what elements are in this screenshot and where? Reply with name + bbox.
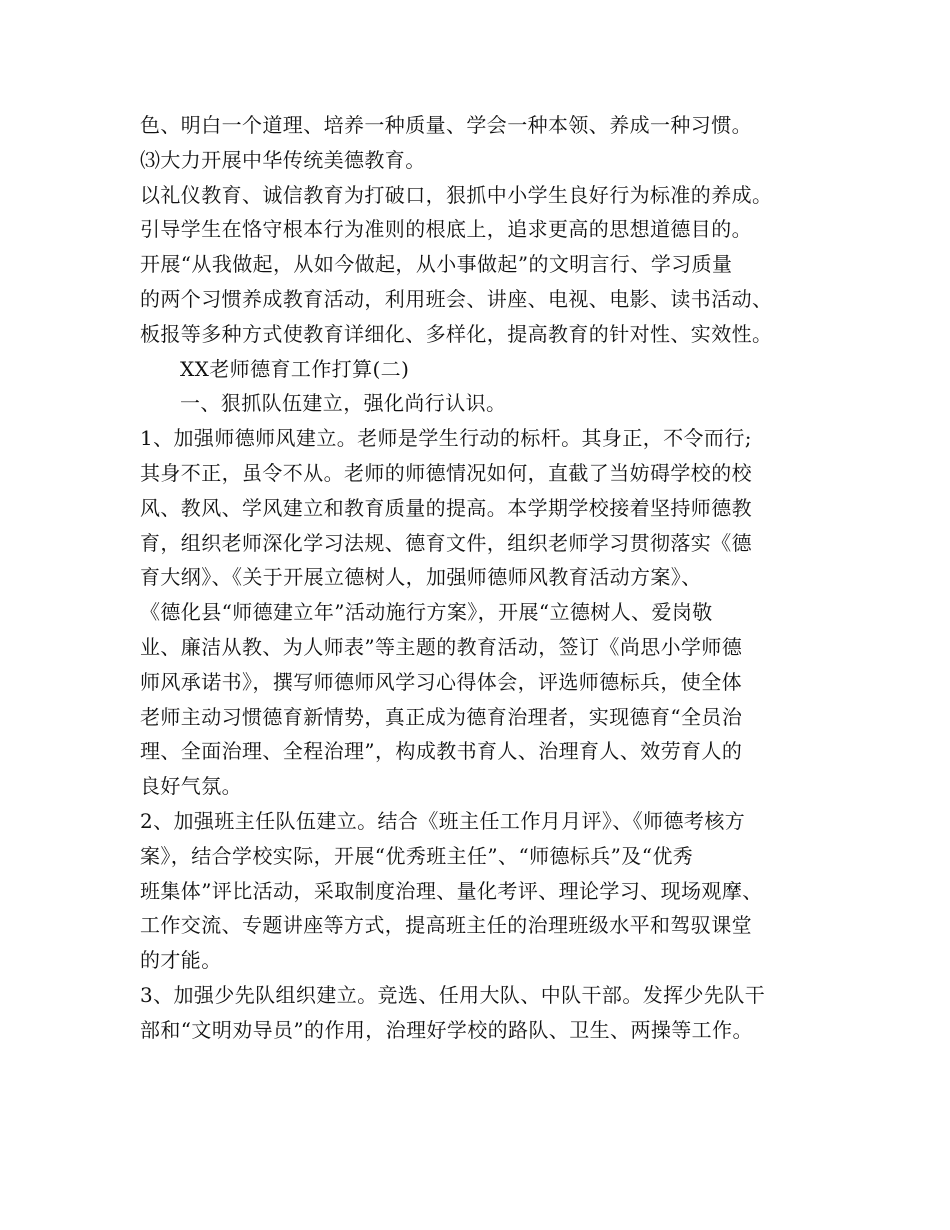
text-line: 风、教风、学风建立和教育质量的提高。本学期学校接着坚持师德教 [140,495,752,520]
text-line: 理、全面治理、全程治理”，构成教书育人、治理育人、效劳育人的 [140,739,743,764]
text-line: XX老师德育工作打算(二) [180,356,410,381]
document-body [140,108,830,1048]
text-line: 以礼仪教育、诚信教育为打破口，狠抓中小学生良好行为标准的养成。 [140,182,773,207]
text-line: 板报等多种方式使教育详细化、多样化，提高教育的针对性、实效性。 [140,321,773,346]
text-line: 一、狠抓队伍建立，强化尚行认识。 [180,391,507,416]
text-line: 《德化县“师德建立年”活动施行方案》，开展“立德树人、爱岗敬 [140,600,713,625]
text-line: 育，组织老师深化学习法规、德育文件，组织老师学习贯彻落实《德 [140,530,752,555]
text-line: 其身不正，虽令不从。老师的师德情况如何，直截了当妨碍学校的校 [140,460,752,485]
text-line: 的才能。 [140,948,222,973]
text-line: 良好气氛。 [140,774,242,799]
text-line: 师风承诺书》，撰写师德师风学习心得体会，评选师德标兵，使全体 [140,669,742,694]
text-line: 的两个习惯养成教育活动，利用班会、讲座、电视、电影、读书活动、 [140,286,773,311]
text-line: 业、廉洁从教、为人师表”等主题的教育活动，签订《尚思小学师德 [140,634,743,659]
text-line: 2、加强班主任队伍建立。结合《班主任工作月月评》、《师德考核方 [140,808,746,833]
text-line: 案》，结合学校实际，开展“优秀班主任”、“师德标兵”及“优秀 [140,843,694,868]
text-line: 班集体”评比活动，采取制度治理、量化考评、理论学习、现场观摩、 [140,878,763,903]
text-line: 老师主动习惯德育新情势，真正成为德育治理者，实现德育“全员治 [140,704,743,729]
text-line: 1、加强师德师风建立。老师是学生行动的标杆。其身正，不令而行; [140,426,752,451]
text-line: 3、加强少先队组织建立。竞选、任用大队、中队干部。发挥少先队干 [140,982,766,1007]
text-line: 引导学生在恪守根本行为准则的根底上，追求更高的思想道德目的。 [140,217,752,242]
text-line: 育大纲》、《关于开展立德树人，加强师德师风教育活动方案》、 [140,565,702,590]
text-line: 色、明白一个道理、培养一种质量、学会一种本领、养成一种习惯。 [140,113,752,137]
text-line: 工作交流、专题讲座等方式，提高班主任的治理班级水平和驾驭课堂 [140,913,752,938]
text-line: ⑶大力开展中华传统美德教育。 [140,147,426,172]
text-line: 开展“从我做起，从如今做起，从小事做起”的文明言行、学习质量 [140,252,733,277]
text-line: 部和“文明劝导员”的作用，治理好学校的路队、卫生、两操等工作。 [140,1017,753,1042]
